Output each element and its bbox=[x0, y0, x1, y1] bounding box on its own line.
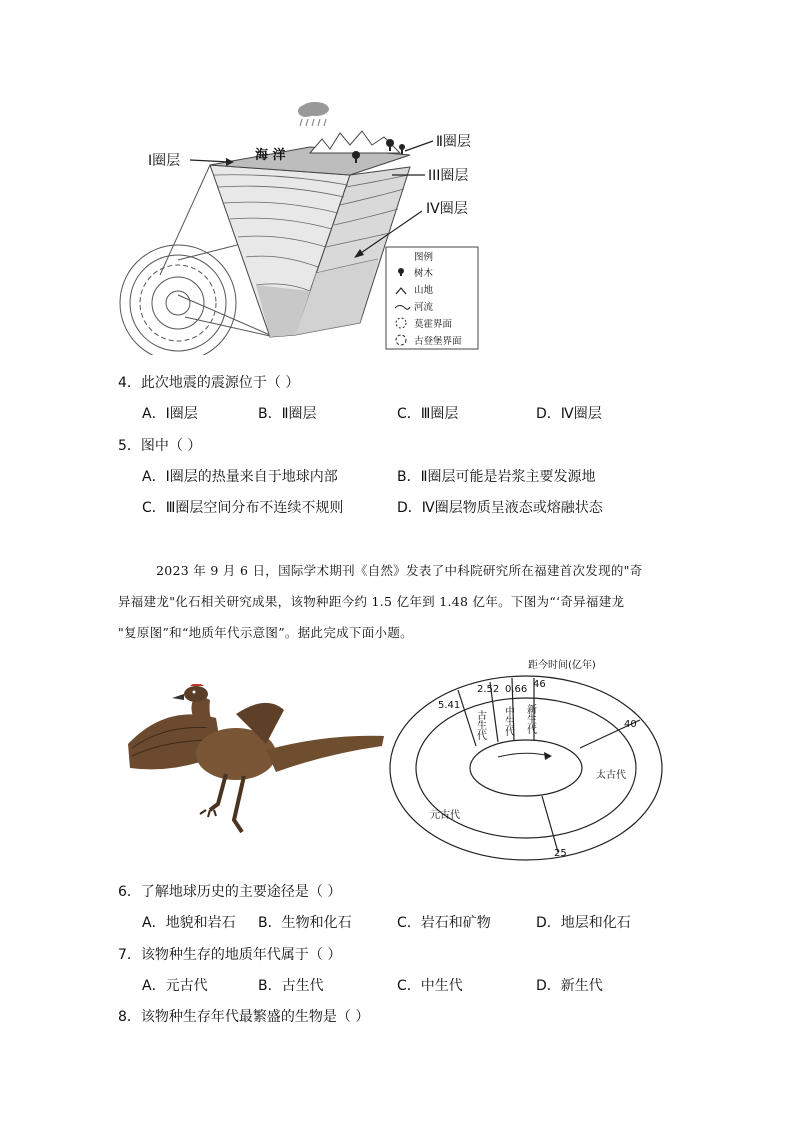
axis-title: 距今时间(亿年) bbox=[528, 660, 596, 671]
q5-option-c[interactable]: C．Ⅲ圈层空间分布不连续不规则 bbox=[142, 500, 344, 516]
svg-text:山地: 山地 bbox=[414, 285, 434, 296]
layer-label-4: IV圈层 bbox=[426, 201, 468, 217]
era-paleozoic: 古生代 bbox=[474, 710, 486, 740]
q7-option-c[interactable]: C．中生代 bbox=[397, 978, 463, 994]
svg-text:树木: 树木 bbox=[414, 268, 434, 279]
q5-option-b[interactable]: B．Ⅱ圈层可能是岩浆主要发源地 bbox=[397, 469, 596, 485]
q6-option-a[interactable]: A．地貌和岩石 bbox=[142, 915, 236, 931]
geologic-time-chart bbox=[388, 656, 664, 866]
q7-option-a[interactable]: A．元古代 bbox=[142, 978, 208, 994]
layer-label-3: III圈层 bbox=[428, 168, 469, 184]
q7-option-d[interactable]: D．新生代 bbox=[536, 978, 603, 994]
legend-box bbox=[386, 247, 478, 349]
q5-option-d[interactable]: D．Ⅳ圈层物质呈液态或熔融状态 bbox=[397, 500, 603, 516]
intro-line-2: 异福建龙"化石相关研究成果，该物种距今约 1.5 亿年到 1.48 亿年。下图为“‘奇异福建龙 bbox=[118, 594, 625, 609]
q4-option-b[interactable]: B．Ⅱ圈层 bbox=[258, 406, 317, 422]
q4-option-c[interactable]: C．Ⅲ圈层 bbox=[397, 406, 459, 422]
question-4-stem: 4．此次地震的震源位于（ ） bbox=[118, 375, 300, 391]
svg-text:古登堡界面: 古登堡界面 bbox=[414, 336, 462, 347]
question-8-stem: 8．该物种生存年代最繁盛的生物是（ ） bbox=[118, 1009, 370, 1025]
tick-2.52: 2.52 bbox=[477, 684, 500, 695]
svg-text:莫霍界面: 莫霍界面 bbox=[414, 319, 453, 330]
era-mesozoic: 中生代 bbox=[502, 706, 514, 736]
q4-option-d[interactable]: D．Ⅳ圈层 bbox=[536, 406, 602, 422]
q6-option-c[interactable]: C．岩石和矿物 bbox=[397, 915, 491, 931]
earth-layers-figure bbox=[110, 95, 500, 355]
intro-line-1: 2023 年 9 月 6 日，国际学术期刊《自然》发表了中科院研究所在福建首次发现的"奇 bbox=[156, 563, 643, 578]
rain-cloud-icon bbox=[298, 102, 329, 126]
q6-option-d[interactable]: D．地层和化石 bbox=[536, 915, 631, 931]
layer-label-1: I圈层 bbox=[148, 153, 181, 169]
question-5-stem: 5．图中（ ） bbox=[118, 438, 202, 454]
q6-option-b[interactable]: B．生物和化石 bbox=[258, 915, 352, 931]
svg-text:图例: 图例 bbox=[414, 252, 434, 263]
tick-0.66: 0.66 bbox=[505, 684, 528, 695]
q7-option-b[interactable]: B．古生代 bbox=[258, 978, 324, 994]
question-6-stem: 6．了解地球历史的主要途径是（ ） bbox=[118, 884, 342, 900]
era-cenozoic: 新生代 bbox=[524, 704, 536, 734]
layer-label-2: Ⅱ圈层 bbox=[436, 134, 471, 150]
svg-text:河流: 河流 bbox=[414, 302, 434, 313]
intro-line-3: "复原图”和“地质年代示意图”。据此完成下面小题。 bbox=[118, 625, 413, 640]
tick-46: 46 bbox=[533, 679, 546, 690]
earth-sphere bbox=[120, 245, 236, 355]
tick-25: 25 bbox=[554, 848, 567, 859]
fujianvenator-illustration bbox=[126, 684, 388, 838]
q4-option-a[interactable]: A．I圈层 bbox=[142, 406, 198, 422]
q5-option-a[interactable]: A．I圈层的热量来自于地球内部 bbox=[142, 469, 338, 485]
tick-40: 40 bbox=[624, 719, 637, 730]
era-proterozoic: 元古代 bbox=[430, 810, 460, 821]
tick-5.41: 5.41 bbox=[438, 700, 461, 711]
era-archean: 太古代 bbox=[596, 770, 626, 781]
question-7-stem: 7．该物种生存的地质年代属于（ ） bbox=[118, 947, 342, 963]
ocean-label: 海 洋 bbox=[255, 148, 286, 163]
